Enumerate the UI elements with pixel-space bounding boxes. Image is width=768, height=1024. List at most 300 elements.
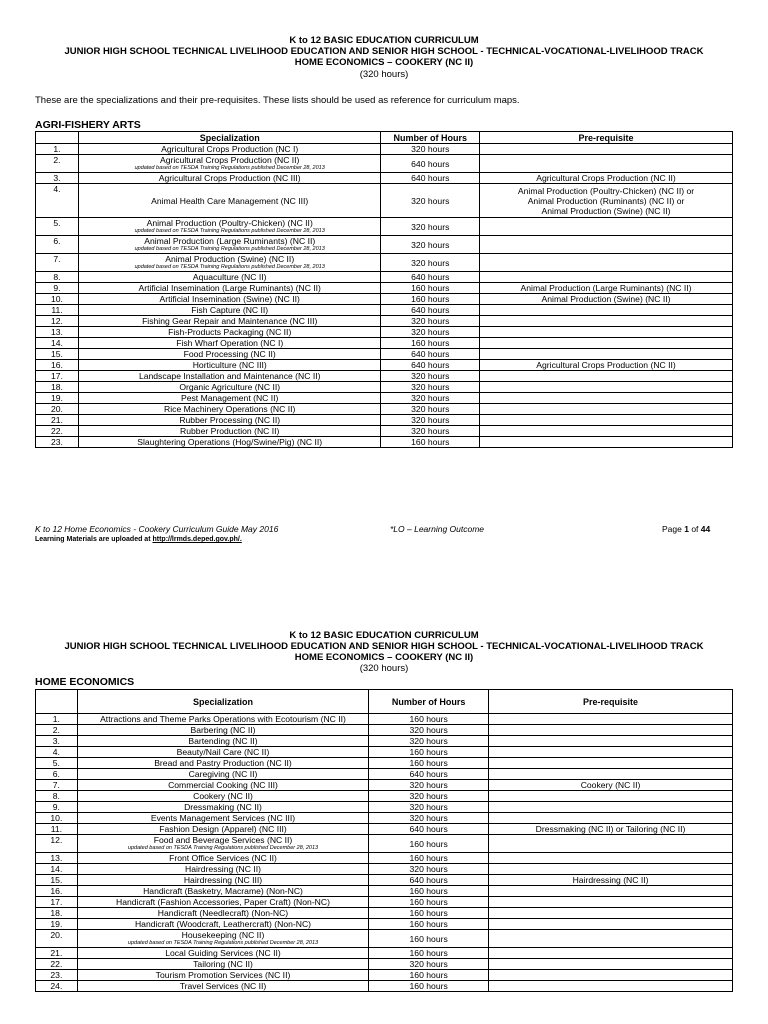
table-row — [36, 272, 733, 283]
table-row — [36, 908, 733, 919]
tesda-update-note: updated based on TESDA Training Regulations published December 28, 2013 — [134, 264, 325, 270]
specialization-name: Animal Production (Swine) (NC II) — [165, 254, 295, 264]
hours-cell: 320 hours — [369, 736, 489, 747]
prerequisite-cell — [480, 254, 733, 272]
prerequisite-cell — [480, 218, 733, 236]
specialization-name: Fashion Design (Apparel) (NC III) — [159, 824, 287, 834]
row-number: 13. — [36, 327, 79, 338]
table-row — [36, 360, 733, 371]
specialization-name: Animal Health Care Management (NC III) — [151, 195, 309, 206]
specialization-name: Food and Beverage Services (NC II) — [153, 835, 293, 845]
specialization-name: Rubber Production (NC II) — [180, 426, 280, 436]
prerequisite-cell — [480, 404, 733, 415]
hours-cell: 320 hours — [381, 404, 480, 415]
specialization-name: Rubber Processing (NC II) — [179, 415, 281, 425]
row-number: 15. — [36, 349, 79, 360]
prerequisite-cell — [489, 802, 733, 813]
hours-cell: 160 hours — [369, 897, 489, 908]
specialization-cell — [78, 316, 381, 327]
specialization-cell — [77, 970, 368, 981]
specialization-cell — [77, 725, 368, 736]
specialization-cell — [77, 747, 368, 758]
specialization-cell — [78, 404, 381, 415]
hours-cell: 640 hours — [381, 155, 480, 173]
table-row — [36, 970, 733, 981]
row-number: 21. — [36, 948, 78, 959]
specialization-name: Barbering (NC II) — [190, 725, 256, 735]
row-number: 18. — [36, 908, 78, 919]
row-number: 22. — [36, 959, 78, 970]
hours-cell: 640 hours — [381, 305, 480, 316]
prerequisite-cell — [489, 864, 733, 875]
row-number: 16. — [36, 886, 78, 897]
specialization-cell — [77, 802, 368, 813]
row-number: 1. — [36, 144, 79, 155]
hours-cell: 160 hours — [381, 437, 480, 448]
prerequisite-cell — [489, 714, 733, 725]
page-gap — [0, 560, 768, 600]
specialization-cell — [77, 981, 368, 992]
table-row — [36, 404, 733, 415]
footer-legend: *LO – Learning Outcome — [390, 524, 485, 534]
prerequisite-cell — [489, 981, 733, 992]
specialization-cell — [78, 360, 381, 371]
specialization-name: Tourism Promotion Services (NC II) — [155, 970, 291, 980]
prerequisite-cell: Animal Production (Large Ruminants) (NC II) — [480, 283, 733, 294]
specialization-table — [35, 131, 733, 448]
specialization-cell — [78, 305, 381, 316]
specialization-name: Artificial Insemination (Large Ruminants) (NC II) — [138, 283, 321, 293]
row-number: 2. — [36, 155, 79, 173]
intro-text: These are the specializations and their pre-requisites. These lists should be used as reference for curriculum maps. — [35, 95, 520, 106]
table-row — [36, 930, 733, 948]
column-header-number — [36, 132, 79, 144]
specialization-cell — [78, 327, 381, 338]
tesda-update-note: updated based on TESDA Training Regulations published December 28, 2013 — [127, 845, 319, 851]
specialization-cell — [78, 371, 381, 382]
header-program: JUNIOR HIGH SCHOOL TECHNICAL LIVELIHOOD EDUCATION AND SENIOR HIGH SCHOOL - TECHNICAL-VOCATIONAL-LIVELIHOOD TRACK — [64, 46, 704, 57]
prerequisite-cell — [480, 382, 733, 393]
hours-cell: 320 hours — [381, 254, 480, 272]
row-number: 20. — [36, 404, 79, 415]
table-row — [36, 758, 733, 769]
table-row — [36, 769, 733, 780]
specialization-name: Bread and Pastry Production (NC II) — [154, 758, 292, 768]
hours-cell: 640 hours — [369, 824, 489, 835]
row-number: 14. — [36, 338, 79, 349]
hours-cell: 160 hours — [369, 919, 489, 930]
specialization-name: Hairdressing (NC III) — [183, 875, 263, 885]
prerequisite-cell — [489, 930, 733, 948]
header-title: K to 12 BASIC EDUCATION CURRICULUM — [289, 35, 479, 46]
row-number: 6. — [36, 769, 78, 780]
footer-guide-title: K to 12 Home Economics - Cookery Curriculum Guide May 2016 — [35, 524, 279, 534]
row-number: 12. — [36, 835, 78, 853]
hours-cell: 160 hours — [369, 948, 489, 959]
table-row — [36, 864, 733, 875]
specialization-cell — [77, 919, 368, 930]
prerequisite-cell — [480, 393, 733, 404]
table-row — [36, 155, 733, 173]
specialization-cell — [78, 338, 381, 349]
prerequisite-cell: Hairdressing (NC II) — [489, 875, 733, 886]
table-row — [36, 437, 733, 448]
row-number: 18. — [36, 382, 79, 393]
table-body — [36, 144, 733, 448]
row-number: 7. — [36, 780, 78, 791]
prerequisite-cell — [489, 736, 733, 747]
prerequisite-cell — [480, 316, 733, 327]
hours-cell: 160 hours — [369, 747, 489, 758]
row-number: 5. — [36, 758, 78, 769]
table-row — [36, 948, 733, 959]
specialization-name: Fish-Products Packaging (NC II) — [168, 327, 292, 337]
specialization-cell — [78, 437, 381, 448]
row-number: 19. — [36, 919, 78, 930]
row-number: 3. — [36, 736, 78, 747]
specialization-cell — [77, 824, 368, 835]
specialization-name: Slaughtering Operations (Hog/Swine/Pig) (NC II) — [137, 437, 323, 447]
specialization-cell — [77, 959, 368, 970]
row-number: 17. — [36, 371, 79, 382]
column-header-prerequisite: Pre-requisite — [480, 132, 733, 144]
table-row — [36, 886, 733, 897]
specialization-name: Agricultural Crops Production (NC I) — [161, 144, 299, 154]
row-number: 23. — [36, 970, 78, 981]
hours-cell: 320 hours — [381, 426, 480, 437]
specialization-name: Organic Agriculture (NC II) — [179, 382, 281, 392]
prerequisite-cell — [480, 426, 733, 437]
table-row — [36, 144, 733, 155]
prerequisite-cell — [480, 338, 733, 349]
prerequisite-cell — [480, 144, 733, 155]
row-number: 3. — [36, 173, 79, 184]
table-body — [36, 714, 733, 992]
prerequisite-cell: Agricultural Crops Production (NC II) — [480, 173, 733, 184]
specialization-cell — [78, 283, 381, 294]
row-number: 19. — [36, 393, 79, 404]
specialization-name: Handicraft (Fashion Accessories, Paper Craft) (Non-NC) — [116, 897, 330, 907]
tesda-update-note: updated based on TESDA Training Regulations published December 28, 2013 — [134, 228, 325, 234]
table-row — [36, 981, 733, 992]
row-number: 20. — [36, 930, 78, 948]
specialization-cell — [77, 736, 368, 747]
row-number: 17. — [36, 897, 78, 908]
prerequisite-cell — [489, 948, 733, 959]
hours-cell: 160 hours — [381, 338, 480, 349]
table-row — [36, 218, 733, 236]
specialization-cell — [77, 758, 368, 769]
specialization-cell — [77, 791, 368, 802]
hours-cell: 320 hours — [381, 393, 480, 404]
row-number: 7. — [36, 254, 79, 272]
specialization-cell — [78, 415, 381, 426]
hours-cell: 320 hours — [369, 959, 489, 970]
table-row — [36, 236, 733, 254]
column-header-prerequisite: Pre-requisite — [489, 690, 733, 714]
row-number: 8. — [36, 791, 78, 802]
table-row — [36, 426, 733, 437]
prerequisite-cell — [480, 272, 733, 283]
hours-cell: 160 hours — [369, 981, 489, 992]
prerequisite-cell: Animal Production (Poultry-Chicken) (NC II) or Animal Production (Ruminants) (NC II) or Animal Production (Swine) (NC II) — [480, 184, 733, 218]
table-row — [36, 382, 733, 393]
row-number: 12. — [36, 316, 79, 327]
table-row — [36, 294, 733, 305]
prerequisite-cell — [489, 919, 733, 930]
table-row — [36, 813, 733, 824]
specialization-name: Fishing Gear Repair and Maintenance (NC III) — [142, 316, 318, 326]
lrmds-link[interactable]: http://lrmds.deped.gov.ph/. — [152, 536, 242, 543]
specialization-name: Tailoring (NC II) — [193, 959, 253, 969]
prerequisite-cell: Cookery (NC II) — [489, 780, 733, 791]
row-number: 2. — [36, 725, 78, 736]
hours-cell: 320 hours — [381, 184, 480, 218]
table-row — [36, 853, 733, 864]
specialization-name: Fish Capture (NC II) — [191, 305, 269, 315]
specialization-cell — [77, 875, 368, 886]
hours-cell: 320 hours — [381, 218, 480, 236]
row-number: 10. — [36, 813, 78, 824]
prerequisite-cell — [480, 371, 733, 382]
column-header-hours: Number of Hours — [381, 132, 480, 144]
hours-cell: 160 hours — [369, 930, 489, 948]
prerequisite-cell: Animal Production (Swine) (NC II) — [480, 294, 733, 305]
hours-cell: 160 hours — [369, 835, 489, 853]
table-row — [36, 305, 733, 316]
specialization-name: Handicraft (Basketry, Macrame) (Non-NC) — [143, 886, 303, 896]
header-title: K to 12 BASIC EDUCATION CURRICULUM — [289, 630, 479, 641]
table-row — [36, 725, 733, 736]
specialization-cell — [77, 948, 368, 959]
table-row — [36, 371, 733, 382]
row-number: 14. — [36, 864, 78, 875]
specialization-cell — [77, 714, 368, 725]
table-row — [36, 349, 733, 360]
prerequisite-cell — [480, 349, 733, 360]
specialization-name: Food Processing (NC II) — [183, 349, 276, 359]
header-subject: HOME ECONOMICS – COOKERY (NC II) — [294, 57, 474, 68]
hours-cell: 640 hours — [369, 875, 489, 886]
table-row — [36, 780, 733, 791]
table-row — [36, 835, 733, 853]
table-row — [36, 714, 733, 725]
specialization-name: Local Guiding Services (NC II) — [165, 948, 281, 958]
tesda-update-note: updated based on TESDA Training Regulations published December 28, 2013 — [127, 940, 319, 946]
prerequisite-cell — [480, 305, 733, 316]
row-number: 10. — [36, 294, 79, 305]
specialization-cell — [78, 144, 381, 155]
row-number: 4. — [36, 184, 79, 218]
hours-cell: 320 hours — [369, 791, 489, 802]
column-header-hours: Number of Hours — [369, 690, 489, 714]
row-number: 15. — [36, 875, 78, 886]
specialization-name: Commercial Cooking (NC III) — [168, 780, 278, 790]
specialization-name: Fish Wharf Operation (NC I) — [176, 338, 284, 348]
prerequisite-cell — [489, 959, 733, 970]
specialization-name: Handicraft (Needlecraft) (Non-NC) — [157, 908, 289, 918]
specialization-name: Animal Production (Poultry-Chicken) (NC II) — [146, 218, 313, 228]
table-row — [36, 254, 733, 272]
row-number: 4. — [36, 747, 78, 758]
specialization-cell — [77, 908, 368, 919]
table-row — [36, 173, 733, 184]
hours-cell: 160 hours — [381, 283, 480, 294]
table-row — [36, 802, 733, 813]
prerequisite-cell — [489, 813, 733, 824]
table-row — [36, 897, 733, 908]
prerequisite-cell — [489, 758, 733, 769]
prerequisite-cell — [489, 886, 733, 897]
specialization-name: Pest Management (NC II) — [180, 393, 279, 403]
specialization-name: Hairdressing (NC II) — [185, 864, 261, 874]
table-row — [36, 283, 733, 294]
prerequisite-cell — [489, 908, 733, 919]
specialization-cell — [78, 155, 381, 173]
hours-cell: 320 hours — [381, 144, 480, 155]
prerequisite-cell — [480, 327, 733, 338]
specialization-name: Horticulture (NC III) — [192, 360, 267, 370]
prerequisite-cell — [489, 791, 733, 802]
column-header-specialization: Specialization — [77, 690, 368, 714]
row-number: 16. — [36, 360, 79, 371]
prerequisite-cell — [480, 415, 733, 426]
prerequisite-cell — [489, 747, 733, 758]
column-header-specialization: Specialization — [78, 132, 381, 144]
specialization-name: Handicraft (Woodcraft, Leathercraft) (Non-NC) — [134, 919, 312, 929]
hours-cell: 320 hours — [381, 316, 480, 327]
row-number: 9. — [36, 802, 78, 813]
specialization-name: Attractions and Theme Parks Operations with Ecotourism (NC II) — [100, 714, 346, 724]
hours-cell: 320 hours — [381, 382, 480, 393]
hours-cell: 160 hours — [369, 908, 489, 919]
hours-cell: 160 hours — [369, 853, 489, 864]
specialization-name: Rice Machinery Operations (NC II) — [164, 404, 296, 414]
hours-cell: 640 hours — [381, 349, 480, 360]
table-row — [36, 736, 733, 747]
specialization-name: Front Office Services (NC II) — [169, 853, 277, 863]
row-number: 8. — [36, 272, 79, 283]
specialization-name: Events Management Services (NC III) — [150, 813, 296, 823]
hours-cell: 320 hours — [381, 415, 480, 426]
specialization-cell — [78, 382, 381, 393]
prerequisite-cell — [489, 897, 733, 908]
specialization-name: Travel Services (NC II) — [179, 981, 267, 991]
specialization-name: Animal Production (Large Ruminants) (NC II) — [144, 236, 316, 246]
row-number: 23. — [36, 437, 79, 448]
specialization-name: Agricultural Crops Production (NC II) — [159, 155, 300, 165]
specialization-cell — [77, 813, 368, 824]
row-number: 21. — [36, 415, 79, 426]
section-title: AGRI-FISHERY ARTS — [35, 119, 141, 131]
table-row — [36, 791, 733, 802]
document-page-2 — [0, 600, 768, 1024]
hours-cell: 320 hours — [369, 813, 489, 824]
row-number: 22. — [36, 426, 79, 437]
specialization-name: Housekeeping (NC II) — [181, 930, 265, 940]
row-number: 11. — [36, 824, 78, 835]
row-number: 24. — [36, 981, 78, 992]
hours-cell: 160 hours — [381, 294, 480, 305]
header-subject: HOME ECONOMICS – COOKERY (NC II) — [294, 652, 474, 663]
specialization-cell — [77, 930, 368, 948]
hours-cell: 320 hours — [369, 780, 489, 791]
footer-materials: Learning Materials are uploaded at http://lrmds.deped.gov.ph/. — [35, 536, 242, 543]
hours-cell: 640 hours — [381, 173, 480, 184]
section-title: HOME ECONOMICS — [35, 676, 135, 688]
specialization-name: Cookery (NC II) — [193, 791, 253, 801]
table-row — [36, 875, 733, 886]
tesda-update-note: updated based on TESDA Training Regulations published December 28, 2013 — [134, 246, 325, 252]
header-hours: (320 hours) — [359, 69, 409, 80]
hours-cell: 640 hours — [369, 769, 489, 780]
prerequisite-cell: Agricultural Crops Production (NC II) — [480, 360, 733, 371]
specialization-name: Aquaculture (NC II) — [192, 272, 267, 282]
specialization-cell — [77, 853, 368, 864]
row-number: 1. — [36, 714, 78, 725]
specialization-name: Bartending (NC II) — [188, 736, 258, 746]
hours-cell: 160 hours — [369, 886, 489, 897]
prerequisite-cell — [489, 970, 733, 981]
hours-cell: 160 hours — [369, 714, 489, 725]
specialization-table — [35, 689, 733, 992]
footer-page-number: Page 1 of 44 — [662, 524, 711, 534]
prerequisite-cell — [489, 835, 733, 853]
row-number: 5. — [36, 218, 79, 236]
specialization-cell — [78, 218, 381, 236]
hours-cell: 640 hours — [381, 272, 480, 283]
specialization-cell — [78, 254, 381, 272]
prerequisite-cell — [480, 155, 733, 173]
table-row — [36, 919, 733, 930]
prerequisite-cell: Dressmaking (NC II) or Tailoring (NC II) — [489, 824, 733, 835]
hours-cell: 640 hours — [381, 360, 480, 371]
table-row — [36, 959, 733, 970]
table-row — [36, 747, 733, 758]
specialization-cell — [77, 886, 368, 897]
prerequisite-cell — [489, 769, 733, 780]
table-row — [36, 824, 733, 835]
table-row — [36, 316, 733, 327]
specialization-cell — [78, 393, 381, 404]
specialization-cell — [77, 864, 368, 875]
table-row — [36, 327, 733, 338]
prerequisite-cell — [480, 236, 733, 254]
specialization-name: Beauty/Nail Care (NC II) — [176, 747, 270, 757]
row-number: 9. — [36, 283, 79, 294]
table-row — [36, 393, 733, 404]
specialization-cell — [78, 426, 381, 437]
specialization-cell — [78, 272, 381, 283]
hours-cell: 320 hours — [381, 371, 480, 382]
hours-cell: 320 hours — [369, 864, 489, 875]
table-row — [36, 184, 733, 218]
specialization-cell — [77, 780, 368, 791]
prerequisite-cell — [489, 725, 733, 736]
table-row — [36, 338, 733, 349]
header-program: JUNIOR HIGH SCHOOL TECHNICAL LIVELIHOOD EDUCATION AND SENIOR HIGH SCHOOL - TECHNICAL-VOCATIONAL-LIVELIHOOD TRACK — [64, 641, 704, 652]
column-header-number — [36, 690, 78, 714]
specialization-name: Caregiving (NC II) — [188, 769, 258, 779]
specialization-name: Dressmaking (NC II) — [184, 802, 262, 812]
specialization-cell — [78, 349, 381, 360]
hours-cell: 320 hours — [369, 725, 489, 736]
header-hours: (320 hours) — [359, 663, 409, 674]
specialization-name: Landscape Installation and Maintenance (NC II) — [138, 371, 321, 381]
specialization-name: Artificial Insemination (Swine) (NC II) — [159, 294, 300, 304]
specialization-cell — [77, 897, 368, 908]
row-number: 13. — [36, 853, 78, 864]
